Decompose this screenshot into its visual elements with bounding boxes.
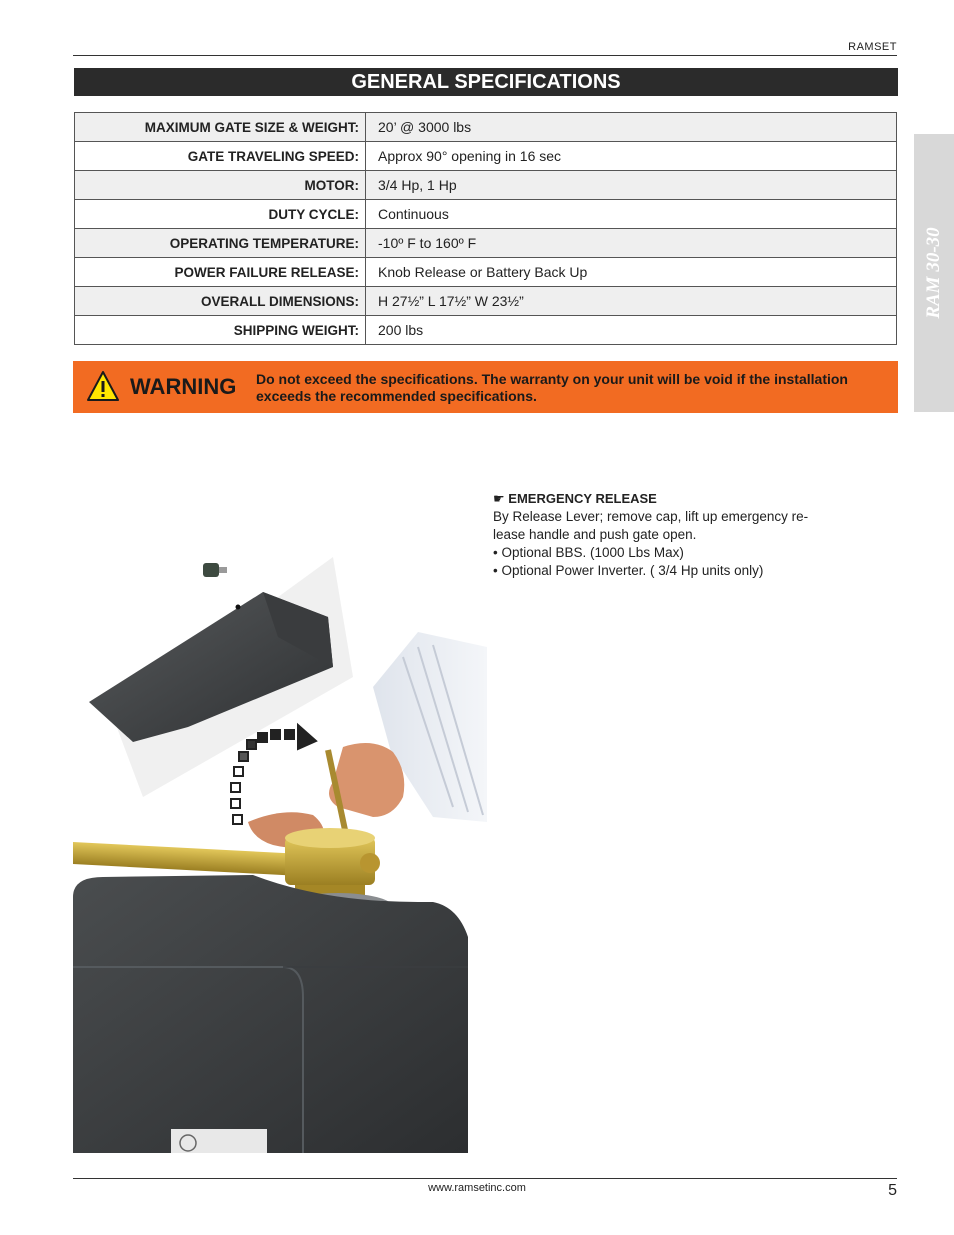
- spec-value: -10º F to 160º F: [366, 229, 897, 258]
- spec-value: Knob Release or Battery Back Up: [366, 258, 897, 287]
- warning-text: Do not exceed the specifications. The warranty on your unit will be void if the installation exceeds the recommended specifications.: [256, 371, 848, 404]
- specs-table: [74, 112, 897, 345]
- side-tab: [914, 134, 954, 412]
- spec-label: GATE TRAVELING SPEED:: [75, 142, 366, 171]
- emergency-line: lease handle and push gate open.: [493, 527, 697, 542]
- top-divider: [73, 55, 897, 56]
- page-number: 5: [888, 1182, 897, 1199]
- warning-banner: [73, 361, 898, 413]
- emergency-release-photo: [73, 497, 487, 1153]
- spec-label: MOTOR:: [75, 171, 366, 200]
- emergency-release-section: [493, 490, 838, 580]
- spec-label: DUTY CYCLE:: [75, 200, 366, 229]
- emergency-line: • Optional BBS. (1000 Lbs Max): [493, 545, 684, 560]
- emergency-heading: EMERGENCY RELEASE: [508, 491, 657, 506]
- table-row: [75, 200, 897, 229]
- table-row: [75, 113, 897, 142]
- pointing-hand-icon: ☛: [493, 491, 505, 506]
- side-tab-label: RAM 30-30: [923, 227, 944, 319]
- table-row: [75, 171, 897, 200]
- emergency-line: By Release Lever; remove cap, lift up emergency re-: [493, 509, 809, 524]
- spec-value: Continuous: [366, 200, 897, 229]
- spec-label: SHIPPING WEIGHT:: [75, 316, 366, 345]
- bottom-divider: [73, 1178, 897, 1179]
- operator-housing: [73, 875, 468, 1153]
- table-row: [75, 229, 897, 258]
- spec-value: 20’ @ 3000 lbs: [366, 113, 897, 142]
- warning-triangle-icon: [86, 370, 120, 402]
- table-row: [75, 142, 897, 171]
- spec-value: H 27½” L 17½” W 23½”: [366, 287, 897, 316]
- table-row: [75, 258, 897, 287]
- spec-label: OPERATING TEMPERATURE:: [75, 229, 366, 258]
- spec-label: POWER FAILURE RELEASE:: [75, 258, 366, 287]
- brand-name: RAMSET: [848, 41, 897, 53]
- warning-label: WARNING: [130, 374, 237, 399]
- table-row: [75, 287, 897, 316]
- spec-value: 200 lbs: [366, 316, 897, 345]
- spec-value: Approx 90° opening in 16 sec: [366, 142, 897, 171]
- rotation-arrow: [231, 725, 316, 824]
- emergency-heading-line: [493, 490, 838, 508]
- footer-url: www.ramsetinc.com: [428, 1182, 526, 1194]
- emergency-line: • Optional Power Inverter. ( 3/4 Hp units only): [493, 563, 764, 578]
- section-title: GENERAL SPECIFICATIONS: [74, 68, 898, 96]
- spec-label: MAXIMUM GATE SIZE & WEIGHT:: [75, 113, 366, 142]
- spec-value: 3/4 Hp, 1 Hp: [366, 171, 897, 200]
- spec-label: OVERALL DIMENSIONS:: [75, 287, 366, 316]
- table-row: [75, 316, 897, 345]
